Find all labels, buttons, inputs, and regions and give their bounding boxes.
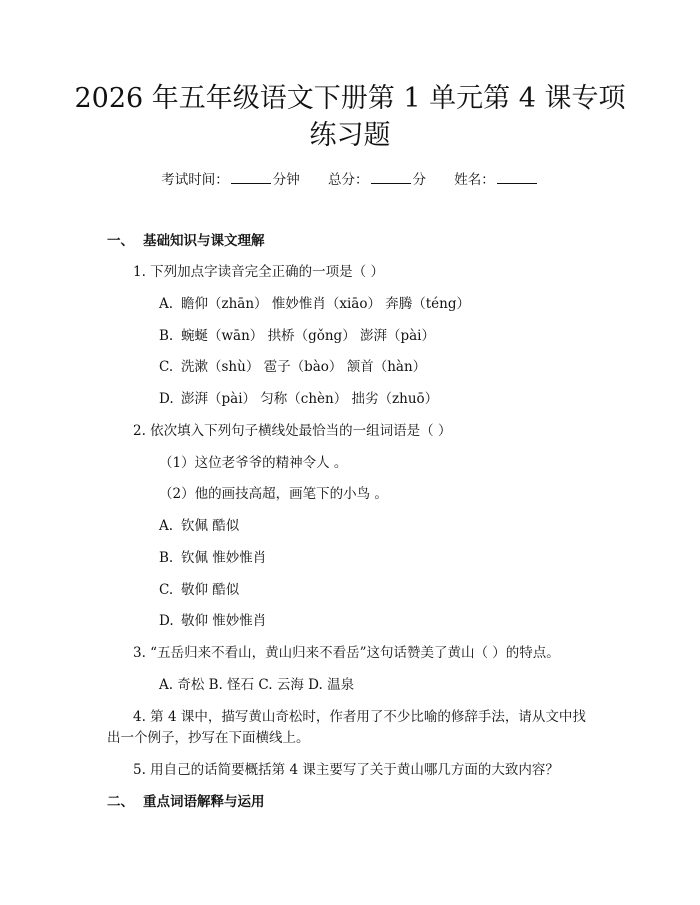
question-2-option-d xyxy=(159,612,266,630)
exam-time xyxy=(161,172,300,188)
option-letter: B. xyxy=(159,328,174,344)
section-heading-2 xyxy=(107,793,265,811)
question-1-option-c xyxy=(159,358,426,376)
option-letter: D. xyxy=(159,391,174,407)
question-4-stem-line2: 出一个例子，抄写在下面横线上。 xyxy=(107,730,310,746)
section-title: 重点词语解释与运用 xyxy=(143,794,265,810)
option-letter: A. xyxy=(159,296,174,312)
exam-info xyxy=(0,170,700,189)
section-number: 二、 xyxy=(107,794,134,810)
student-name xyxy=(454,172,539,188)
option-letter: A. xyxy=(159,518,174,534)
section-title: 基础知识与课文理解 xyxy=(143,233,265,249)
page-title-line1: 2026 年五年级语文下册第 1 单元第 4 课专项 xyxy=(74,83,626,114)
question-2-option-a xyxy=(159,517,239,535)
student-name-blank[interactable] xyxy=(497,170,537,184)
option-text: 瞻仰（zhān） 惟妙惟肖（xiāo） 奔腾（téng） xyxy=(181,296,470,312)
exam-time-blank[interactable] xyxy=(231,170,271,184)
question-5-stem: 5. 用自己的话简要概括第 4 课主要写了关于黄山哪几方面的大致内容？ xyxy=(133,762,559,778)
question-2-option-c xyxy=(159,581,239,599)
total-score xyxy=(328,172,426,188)
option-text: 敬仰 惟妙惟肖 xyxy=(181,613,267,629)
total-score-blank[interactable] xyxy=(371,170,411,184)
option-text: 蜿蜒（wān） 拱桥（gǒng） 澎湃（pài） xyxy=(181,328,435,344)
exam-time-label: 考试时间： xyxy=(161,172,229,188)
page-title-line2: 练习题 xyxy=(309,120,391,151)
question-2-sentence-2: （2）他的画技高超，画笔下的小鸟 。 xyxy=(159,486,388,502)
option-letter: C. xyxy=(159,359,174,375)
question-1-stem: 1. 下列加点字读音完全正确的一项是（ ） xyxy=(133,264,384,280)
option-letter: C. xyxy=(159,582,174,598)
question-1-option-b xyxy=(159,327,435,345)
question-1-option-a xyxy=(159,295,470,313)
question-2-stem: 2. 依次填入下列句子横线处最恰当的一组词语是（ ） xyxy=(133,423,452,439)
option-text: 钦佩 酷似 xyxy=(181,518,240,534)
total-score-label: 总分： xyxy=(328,172,369,188)
section-number: 一、 xyxy=(107,233,134,249)
option-text: 敬仰 酷似 xyxy=(181,582,240,598)
option-letter: B. xyxy=(159,550,174,566)
option-text: 洗漱（shù） 雹子（bào） 颔首（hàn） xyxy=(181,359,427,375)
question-2-sentence-1: （1）这位老爷爷的精神令人 。 xyxy=(159,455,348,471)
question-3-stem: 3. “五岳归来不看山，黄山归来不看岳”这句话赞美了黄山（ ）的特点。 xyxy=(133,645,560,661)
question-4-stem-line1: 4. 第 4 课中，描写黄山奇松时，作者用了不少比喻的修辞手法，请从文中找 xyxy=(133,709,586,725)
section-heading-1 xyxy=(107,232,265,250)
question-1-option-d xyxy=(159,390,438,408)
student-name-label: 姓名： xyxy=(454,172,495,188)
question-3-options: A. 奇松 B. 怪石 C. 云海 D. 温泉 xyxy=(159,677,355,693)
total-score-unit: 分 xyxy=(412,172,426,188)
option-letter: D. xyxy=(159,613,174,629)
question-2-option-b xyxy=(159,549,266,567)
option-text: 澎湃（pài） 匀称（chèn） 拙劣（zhuō） xyxy=(181,391,439,407)
option-text: 钦佩 惟妙惟肖 xyxy=(181,550,267,566)
exam-time-unit: 分钟 xyxy=(272,172,300,188)
